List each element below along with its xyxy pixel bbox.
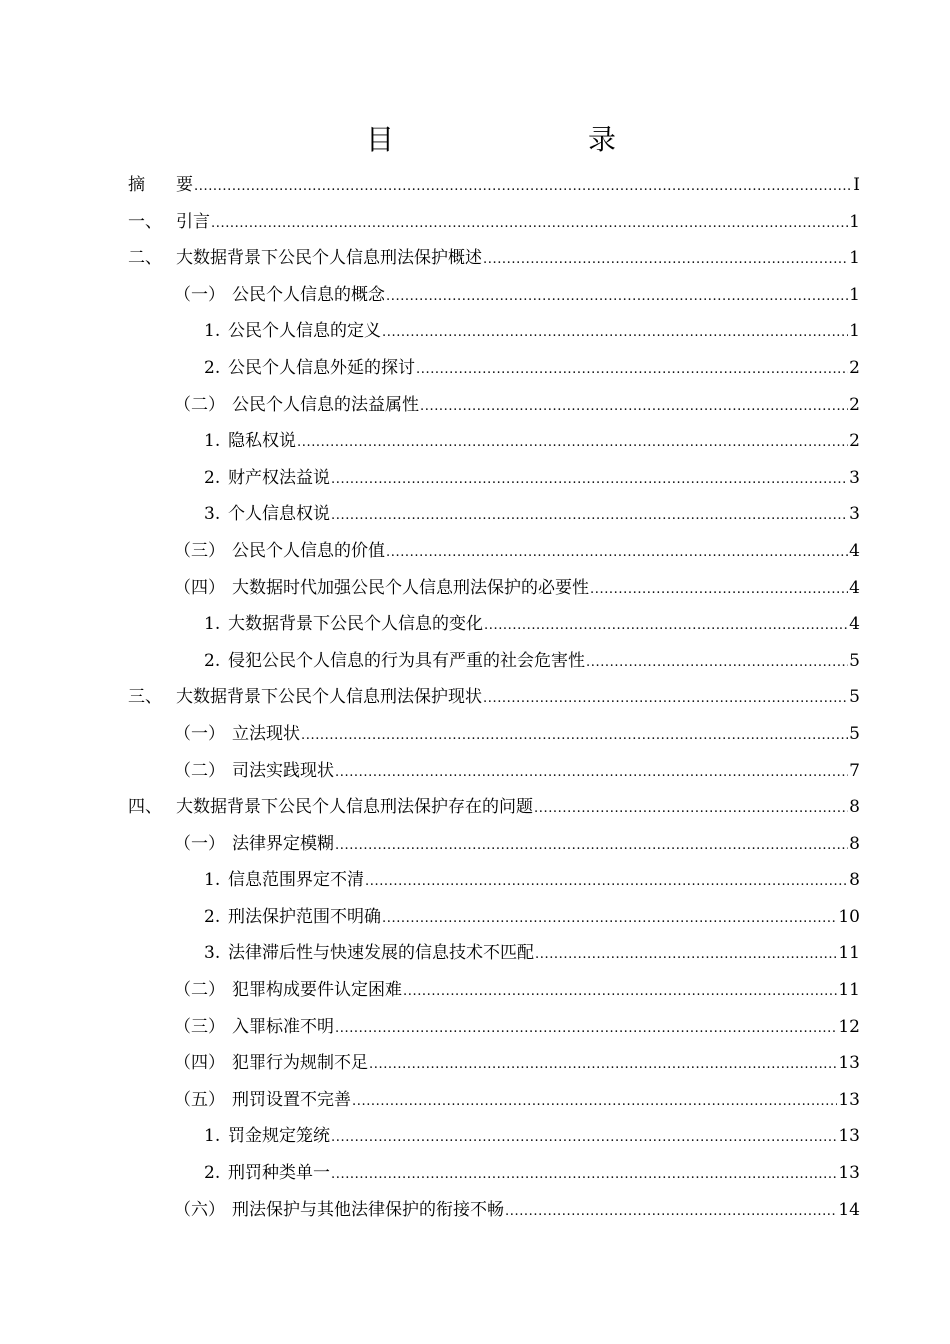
toc-title: 目 录 — [365, 123, 662, 156]
toc-entry-page-number: 8 — [849, 797, 860, 818]
toc-entry-number: 四、 — [128, 797, 162, 818]
toc-leader-dots — [335, 828, 848, 865]
toc-entry-title: 公民个人信息的法益属性 — [232, 394, 419, 415]
toc-entry[interactable] — [128, 716, 860, 753]
toc-leader-dots — [211, 206, 848, 243]
toc-entry-number: （二） — [174, 394, 225, 415]
toc-entry-number: 2. — [204, 467, 221, 488]
toc-leader-dots — [420, 389, 848, 426]
toc-entry[interactable] — [128, 496, 860, 533]
toc-entry-number: （二） — [174, 760, 225, 781]
toc-leader-dots — [297, 425, 848, 462]
toc-entry-number: 3. — [204, 943, 221, 964]
toc-entry-page-number: 1 — [849, 284, 860, 305]
toc-entry-number: （一） — [174, 284, 225, 305]
toc-entry-page-number: 4 — [849, 540, 860, 561]
toc-entry-title: 引言 — [176, 211, 210, 232]
toc-entry[interactable] — [128, 1155, 860, 1192]
toc-entry-number: 二、 — [128, 248, 162, 269]
toc-leader-dots — [335, 755, 848, 792]
toc-entry-page-number: 2 — [849, 431, 860, 452]
toc-entry-title: 侵犯公民个人信息的行为具有严重的社会危害性 — [228, 650, 585, 671]
toc-leader-dots — [382, 315, 848, 352]
toc-entry-number: （五） — [174, 1089, 225, 1110]
toc-entry-title: 刑罚种类单一 — [228, 1163, 330, 1184]
toc-leader-dots — [483, 681, 848, 718]
toc-entry-title: 要 — [176, 175, 193, 195]
toc-entry-title: 隐私权说 — [228, 431, 296, 452]
toc-entry-page-number: 2 — [849, 357, 860, 378]
toc-entry-number: 1. — [204, 431, 221, 452]
toc-entry-page-number: 14 — [838, 1199, 860, 1220]
toc-entry[interactable] — [128, 350, 860, 387]
toc-entry-number: （一） — [174, 723, 225, 744]
toc-entry[interactable] — [128, 570, 860, 607]
toc-leader-dots — [301, 718, 848, 755]
toc-entry-number: 2. — [204, 650, 221, 671]
toc-entry-title: 公民个人信息的概念 — [232, 284, 385, 305]
toc-entry-page-number: 1 — [849, 211, 860, 232]
toc-leader-dots — [382, 901, 837, 938]
toc-entry-page-number: 8 — [849, 870, 860, 891]
toc-entry[interactable] — [128, 899, 860, 936]
toc-leader-dots — [586, 645, 848, 682]
toc-entry-title: 刑罚设置不完善 — [232, 1089, 351, 1110]
toc-entry[interactable] — [128, 789, 860, 826]
toc-leader-dots — [484, 608, 848, 645]
toc-entry[interactable] — [128, 167, 860, 204]
toc-entry-title: 大数据背景下公民个人信息刑法保护存在的问题 — [176, 797, 533, 818]
toc-entry-title: 财产权法益说 — [228, 467, 330, 488]
toc-leader-dots — [365, 864, 848, 901]
toc-entry-title: 罚金规定笼统 — [228, 1126, 330, 1147]
toc-entry-title: 犯罪行为规制不足 — [232, 1053, 368, 1074]
toc-entry[interactable] — [128, 972, 860, 1009]
toc-entry-page-number: 2 — [849, 394, 860, 415]
toc-entry-page-number: 4 — [849, 577, 860, 598]
toc-entry-page-number: 4 — [849, 614, 860, 635]
toc-entry-page-number: 13 — [838, 1126, 860, 1147]
toc-entry-number: 三、 — [128, 687, 162, 708]
toc-entry-page-number: 11 — [838, 943, 860, 964]
toc-entry-page-number: 12 — [838, 1016, 860, 1037]
toc-entry-page-number: I — [853, 175, 860, 195]
toc-entry-title: 公民个人信息的定义 — [228, 321, 381, 342]
toc-entry-page-number: 11 — [838, 980, 860, 1001]
toc-entry-title: 大数据背景下公民个人信息刑法保护现状 — [176, 687, 482, 708]
toc-entry-page-number: 1 — [849, 248, 860, 269]
toc-entry[interactable] — [128, 862, 860, 899]
toc-entry-title: 信息范围界定不清 — [228, 870, 364, 891]
toc-entry[interactable] — [128, 277, 860, 314]
toc-entry[interactable] — [128, 387, 860, 424]
toc-entry-page-number: 3 — [849, 504, 860, 525]
toc-entry-title: 公民个人信息外延的探讨 — [228, 357, 415, 378]
toc-entry-page-number: 8 — [849, 833, 860, 854]
toc-entry-page-number: 5 — [849, 723, 860, 744]
toc-leader-dots — [331, 1120, 837, 1157]
toc-leader-dots — [194, 169, 852, 206]
toc-entry-number: 一、 — [128, 211, 162, 232]
toc-leader-dots — [352, 1084, 837, 1121]
toc-entry-page-number: 5 — [849, 687, 860, 708]
toc-leader-dots — [535, 937, 837, 974]
toc-entry[interactable] — [128, 204, 860, 241]
toc-leader-dots — [416, 352, 848, 389]
toc-entry-number: （三） — [174, 1016, 225, 1037]
toc-leader-dots — [590, 572, 848, 609]
toc-entry-title: 大数据时代加强公民个人信息刑法保护的必要性 — [232, 577, 589, 598]
toc-entry-title: 立法现状 — [232, 723, 300, 744]
toc-entry-number: 2. — [204, 906, 221, 927]
toc-entry[interactable] — [128, 826, 860, 863]
toc-entry-title: 个人信息权说 — [228, 504, 330, 525]
toc-entry[interactable] — [128, 753, 860, 790]
toc-entry-title: 司法实践现状 — [232, 760, 334, 781]
toc-entry-number: 1. — [204, 1126, 221, 1147]
toc-leader-dots — [386, 279, 848, 316]
toc-entry[interactable] — [128, 1009, 860, 1046]
toc-entry-number: （三） — [174, 540, 225, 561]
table-of-contents — [128, 167, 860, 1228]
toc-entry[interactable] — [128, 1192, 860, 1229]
toc-entry-number: 摘 — [128, 175, 145, 195]
toc-entry-number: 1. — [204, 321, 221, 342]
toc-entry[interactable] — [128, 313, 860, 350]
toc-entry-title: 大数据背景下公民个人信息的变化 — [228, 614, 483, 635]
toc-entry-number: 2. — [204, 357, 221, 378]
toc-entry[interactable] — [128, 643, 860, 680]
toc-leader-dots — [386, 535, 848, 572]
toc-leader-dots — [403, 974, 837, 1011]
toc-entry-title: 犯罪构成要件认定困难 — [232, 980, 402, 1001]
toc-entry-page-number: 10 — [838, 906, 860, 927]
toc-entry-number: （二） — [174, 980, 225, 1001]
toc-entry-page-number: 13 — [838, 1089, 860, 1110]
toc-entry[interactable] — [128, 460, 860, 497]
toc-entry-number: （六） — [174, 1199, 225, 1220]
toc-entry-page-number: 5 — [849, 650, 860, 671]
toc-entry-number: 1. — [204, 870, 221, 891]
toc-entry[interactable] — [128, 423, 860, 460]
toc-leader-dots — [483, 242, 848, 279]
toc-entry[interactable] — [128, 1045, 860, 1082]
toc-leader-dots — [331, 1157, 837, 1194]
toc-leader-dots — [331, 462, 848, 499]
toc-entry-page-number: 3 — [849, 467, 860, 488]
toc-entry-number: 3. — [204, 504, 221, 525]
toc-entry-number: （四） — [174, 1053, 225, 1074]
toc-entry-title: 刑法保护与其他法律保护的衔接不畅 — [232, 1199, 504, 1220]
toc-entry-title: 大数据背景下公民个人信息刑法保护概述 — [176, 248, 482, 269]
toc-entry[interactable] — [128, 679, 860, 716]
toc-leader-dots — [505, 1194, 837, 1231]
toc-entry[interactable] — [128, 935, 860, 972]
toc-leader-dots — [369, 1047, 837, 1084]
toc-entry-title: 法律界定模糊 — [232, 833, 334, 854]
toc-entry-title: 入罪标准不明 — [232, 1016, 334, 1037]
toc-leader-dots — [331, 498, 848, 535]
toc-entry-number: 2. — [204, 1163, 221, 1184]
toc-entry-page-number: 13 — [838, 1163, 860, 1184]
toc-entry-page-number: 13 — [838, 1053, 860, 1074]
toc-entry-page-number: 7 — [849, 760, 860, 781]
toc-entry[interactable] — [128, 1082, 860, 1119]
toc-entry[interactable] — [128, 240, 860, 277]
toc-entry-title: 刑法保护范围不明确 — [228, 906, 381, 927]
toc-entry-page-number: 1 — [849, 321, 860, 342]
toc-entry-title: 公民个人信息的价值 — [232, 540, 385, 561]
toc-entry[interactable] — [128, 1118, 860, 1155]
toc-leader-dots — [335, 1011, 837, 1048]
toc-entry[interactable] — [128, 533, 860, 570]
toc-entry-number: （一） — [174, 833, 225, 854]
toc-entry-number: （四） — [174, 577, 225, 598]
toc-entry-number: 1. — [204, 614, 221, 635]
toc-entry[interactable] — [128, 606, 860, 643]
toc-leader-dots — [534, 791, 848, 828]
toc-entry-title: 法律滞后性与快速发展的信息技术不匹配 — [228, 943, 534, 964]
